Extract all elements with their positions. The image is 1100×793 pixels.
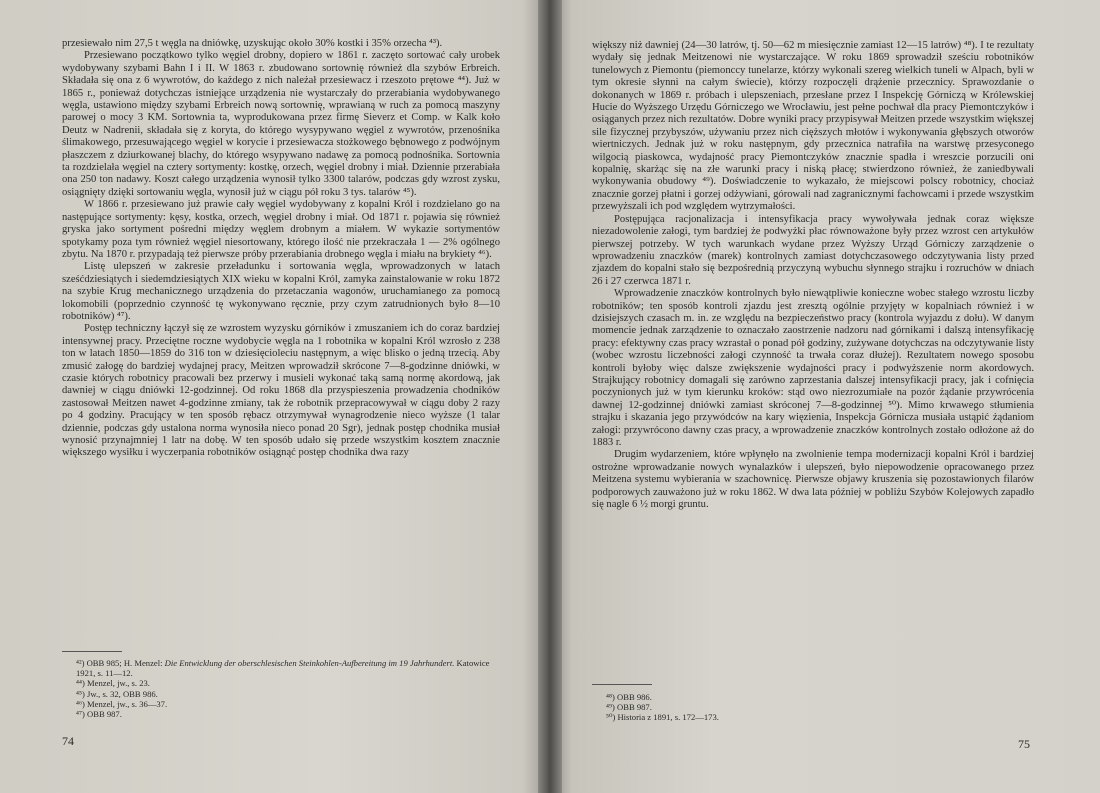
paragraph: W 1866 r. przesiewano już prawie cały węgiel wydobywany z kopalni Król i rozdzielano go na następujące sortymenty: kęsy, kostka, orzech, węgiel drobny i miał. Od 1871 r. pojawia się również gryska jako sortyment pośredni między węglem drobnym a miałem. W wykazie sortymentów spotykamy poza tym również węgiel niesortowany, którego ilość nie przekraczała 1 — 2% ogólnego zbytu. Na 1870 r. przypadają też pierwsze próby przerabiania drobnego węgla i miału na brykiety ⁴⁶). bbox=[62, 199, 500, 260]
footnote-rule bbox=[62, 651, 122, 652]
footnote: ⁴⁹) OBB 987. bbox=[606, 702, 652, 713]
footnote: ⁴⁶) Menzel, jw., s. 36—37. bbox=[76, 698, 168, 709]
footnote: ⁴²) OBB 985; H. Menzel: Die Entwicklung der oberschlesischen Steinkohlen-Aufbereitung im 19 Jahrhundert. Katowice 1921, s. 11—12. bbox=[76, 658, 490, 679]
paragraph: Drugim wydarzeniem, które wpłynęło na zwolnienie tempa modernizacji kopalni Król i bardziej ostrożne wprowadzanie nowych wynalazków i ulepszeń, było niepowodzenie opracowanego przez Meitzena systemu wybierania w szachownicę. Pierwsze objawy kruszenia się pozostawionych filarów podporowych zauważono już w roku 1862. W dwa lata później w pobliżu Szybów Kolejowych zapadło się nagle 6 ½ morgi gruntu. bbox=[592, 449, 1034, 511]
paragraph: przesiewało nim 27,5 t węgla na dniówkę, uzyskując około 30% kostki i 35% orzecha ⁴³). bbox=[62, 38, 443, 49]
page-number: 74 bbox=[62, 734, 74, 748]
footnote: ⁵⁰) Historia z 1891, s. 172—173. bbox=[606, 712, 719, 723]
paragraph: Wprowadzenie znaczków kontrolnych było niewątpliwie konieczne wobec stałego wzrostu liczby robotników; ten sposób kontroli zjazdu jest zresztą ogólnie przyjęty w kopalniach również i w dzisiejszych czasach m. in. ze względu na bezpieczeństwo pracy (kontrola wyjazdu z dołu). W danym momencie jednak zarządzenie to oznaczało zaostrzenie nadzoru nad górnikami i dalszą intensyfikację pracy: efektywny czas pracy wzrastał o ponad pół godziny, zużywane dotychczas na odczytywanie listy (wobec wzrostu liczebności załogi czynność ta trwała coraz dłużej). Rezultatem nowego sposobu kontroli byłoby więc dalsze zwiększenie wydajności pracy i podwyższenie norm akordowych. Strajkujący robotnicy domagali się zarówno zaprzestania dalszej intensyfikacji pracy, jak i cofnięcia poczynionych już w tym kierunku kroków: stąd owo niezrozumiałe na pozór żądanie przywrócenia dawnej 12-godzinnej dniówki zamiast skróconej 7—8-godzinnej ⁵⁰). Mimo krwawego stłumienia strajku i skazania jego przywódców na kary więzienia, Inspekcja Górnicza musiała ustąpić żądaniom załogi: przywrócono dawny czas pracy, a wprowadzenie znaczków kontrolnych zostało odłożone aż do 1883 r. bbox=[592, 288, 1034, 448]
right-body-text bbox=[592, 40, 1034, 511]
left-body-text bbox=[62, 38, 500, 460]
paragraph: Listę ulepszeń w zakresie przeładunku i sortowania węgla, wprowadzonych w latach sześćdziesiątych i siedemdziesiątych XIX wieku w kopalni Król, zamyka zainstalowanie w roku 1872 na szybie Krug mechanicznego urządzenia do przetaczania wagonów, uruchamianego za pomocą lokomobili (poprzednio czynność tę wykonywano ręcznie, przy czym zatrudnionych było 8—10 robotników) ⁴⁷). bbox=[62, 261, 500, 322]
book-gutter bbox=[538, 0, 562, 793]
left-footnotes bbox=[62, 658, 502, 719]
footnote: ⁴⁵) Jw., s. 32, OBB 986. bbox=[76, 688, 158, 699]
paragraph: Postęp techniczny łączył się ze wzrostem wyzysku górników i zmuszaniem ich do coraz bardziej intensywnej pracy. Przeciętne roczne wydobycie węgla na 1 robotnika w kopalni Król wzrosło z 238 ton w latach 1850—1859 do 316 ton w dziesięcioleciu następnym, a więc blisko o jedną trzecią. Aby zmusić załogę do bardziej wydajnej pracy, Meitzen wprowadził skrócone 7—8-godzinne dniówki, w czasie których robotnicy pracowali bez przerwy i musieli wykonać taką samą normę akordową, jak dawniej w ciągu dniówki 12-godzinnej. Od roku 1868 dla przyspieszenia prowadzenia chodników zastosował Meitzen nawet 4-godzinne zmiany, tak że robotnik przepracowywał w ciągu doby 2 razy po 4 godziny. Pracujący w ten sposób rębacz otrzymywał wynagrodzenie nieco wyższe (1 talar dziennie, podczas gdy ustalona norma wynosiła nieco ponad 20 Sgr), jednak postęp chodnika musiał wynosić przynajmniej 1 latr na dobę. W ten sposób udało się przede wszystkim kosztem znacznie większego wysiłku i wyczerpania robotników osiągnąć postęp chodnika dwa razy bbox=[62, 323, 500, 459]
paragraph: większy niż dawniej (24—30 latrów, tj. 50—62 m miesięcznie zamiast 12—15 latrów) ⁴⁸). I te rezultaty wydały się jednak Meitzenowi nie wystarczające. W roku 1869 sprowadził sześciu robotników tunelowych z Piemontu (piemonccy tunelarze, którzy wykonali szereg wielkich tuneli w Alpach, byli w tym okresie słynni na całym świecie), którzy rozpoczęli drążenie przecznicy. Sprawozdanie o dokonanych w 1869 r. próbach i ulepszeniach, przesłane przez I Inspekcję Górniczą w Królewskiej Hucie do Wyższego Urzędu Górniczego we Wrocławiu, jest pełne pochwał dla pracy Piemontczyków i osiąganych przez nich rezultatów. Dobre wyniki pracy przypisywał Meitzen przede wszystkim większej sile fizycznej przybyszów, używaniu przez nich cięższych młotów i wykonywania głębszych otworów wiertniczych. Jednak już w roku następnym, gdy przecznica natrafiła na warstwę przesyconego wilgocią piaskowca, wydajność pracy Piemontczyków znacznie spadła i wreszcie porzucili oni kopalnię, skarżąc się na złe warunki pracy i niską płacę; stwierdzono również, że zaniedbywali wykonywania obudowy ⁴⁹). Doświadczenie to wykazało, że miejscowi polscy robotnicy, chociaż znacznie gorzej płatni i gorzej odżywiani, górowali nad zagranicznymi fachowcami i przede wszystkim przewyższali ich pod względem wytrzymałości. bbox=[592, 40, 1034, 213]
right-footnotes bbox=[592, 692, 1032, 723]
paragraph: Postępująca racjonalizacja i intensyfikacja pracy wywoływała jednak coraz większe niezadowolenie załogi, tym bardziej że podwyżki płac równoważone były przez wzrost cen artykułów pierwszej potrzeby. W tych warunkach wydane przez Wyższy Urząd Górniczy zarządzenie o wprowadzeniu znaczków (marek) kontrolnych zamiast dotychczasowego odczytywania listy przed zjazdem do kopalni stało się bezpośrednią przyczyną wybuchu słynnego strajku i rozruchów w dniach 26 i 27 czerwca 1871 r. bbox=[592, 213, 1034, 287]
footnote: ⁴⁷) OBB 987. bbox=[76, 709, 122, 720]
right-page bbox=[550, 0, 1100, 793]
paragraph: Przesiewano początkowo tylko węgiel drobny, dopiero w 1861 r. zaczęto sortować cały urobek wydobywany szybami Bahn I i II. W 1863 r. zbudowano sortownię również dla szybów Erbreich. Składała się ona z 6 wywrotów, do każdego z nich należał przesiewacz i rzeszoto prętowe ⁴⁴). Już w 1865 r., ponieważ dotychczas istniejące urządzenia nie wystarczały do przerabiania wydobywanego węgla, ustawiono między szybami Erbreich nową sortownię, wprawianą w ruch za pomocą maszyny parowej o mocy 3 KM. Sortownia ta, wyprodukowana przez firmę Sieverz et Comp. w Kalk koło Deutz w Nadrenii, składała się z koryta, do którego wysypywano węgiel z wywrotów, przenośnika ślimakowego, przesuwającego węgiel w korycie i przesiewacza stożkowego bębnowego z podwójnym płaszczem z dziurkowanej blachy, do którego wsypywano nadawę za pomocą podnośnika. Sortownia ta rozdzielała węgiel na cztery sortymenty: kostkę, orzech, węgiel drobny i miał. Dziennie przerabiała ona 250 ton nadawy. Koszt całego urządzenia wynosił tylko 3300 talarów, podczas gdy wzrost zysku, osiągnięty dzięki sortowaniu węgla, wynosił już w ciągu pół roku 3 tys. talarów ⁴⁵). bbox=[62, 50, 500, 198]
page-number: 75 bbox=[1018, 737, 1030, 751]
footnote: ⁴⁴) Menzel, jw., s. 23. bbox=[76, 678, 150, 689]
footnote-rule bbox=[592, 684, 652, 685]
footnote: ⁴⁸) OBB 986. bbox=[606, 692, 652, 702]
